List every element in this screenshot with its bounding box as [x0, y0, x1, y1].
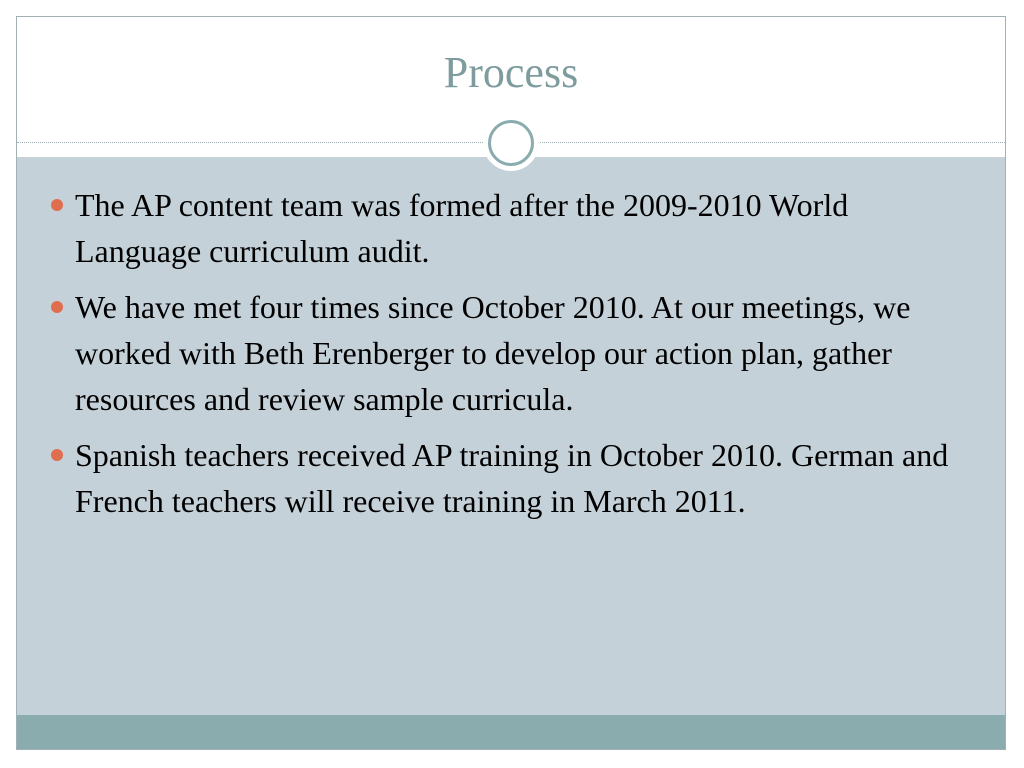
bullet-list [47, 182, 977, 534]
bullet-item [47, 432, 977, 524]
bullet-dot-icon [51, 301, 63, 313]
bullet-item [47, 284, 977, 422]
bullet-item [47, 182, 977, 274]
slide-title: Process [443, 48, 579, 97]
bullet-dot-icon [51, 449, 63, 461]
circle-ring-icon [483, 115, 539, 171]
ornament-center [501, 133, 521, 153]
bullet-text: The AP content team was formed after the 2009-2010 World Language curriculum audit. [75, 187, 849, 269]
bottom-accent-bar [17, 715, 1005, 749]
bullet-text: We have met four times since October 2010. At our meetings, we worked with Beth Erenberger to develop our action plan, gather resources and review sample curricula. [75, 289, 911, 417]
ornament-ring [488, 120, 534, 166]
bullet-text: Spanish teachers received AP training in October 2010. German and French teachers will receive training in March 2011. [75, 437, 949, 519]
bullet-dot-icon [51, 199, 63, 211]
slide [16, 16, 1006, 750]
